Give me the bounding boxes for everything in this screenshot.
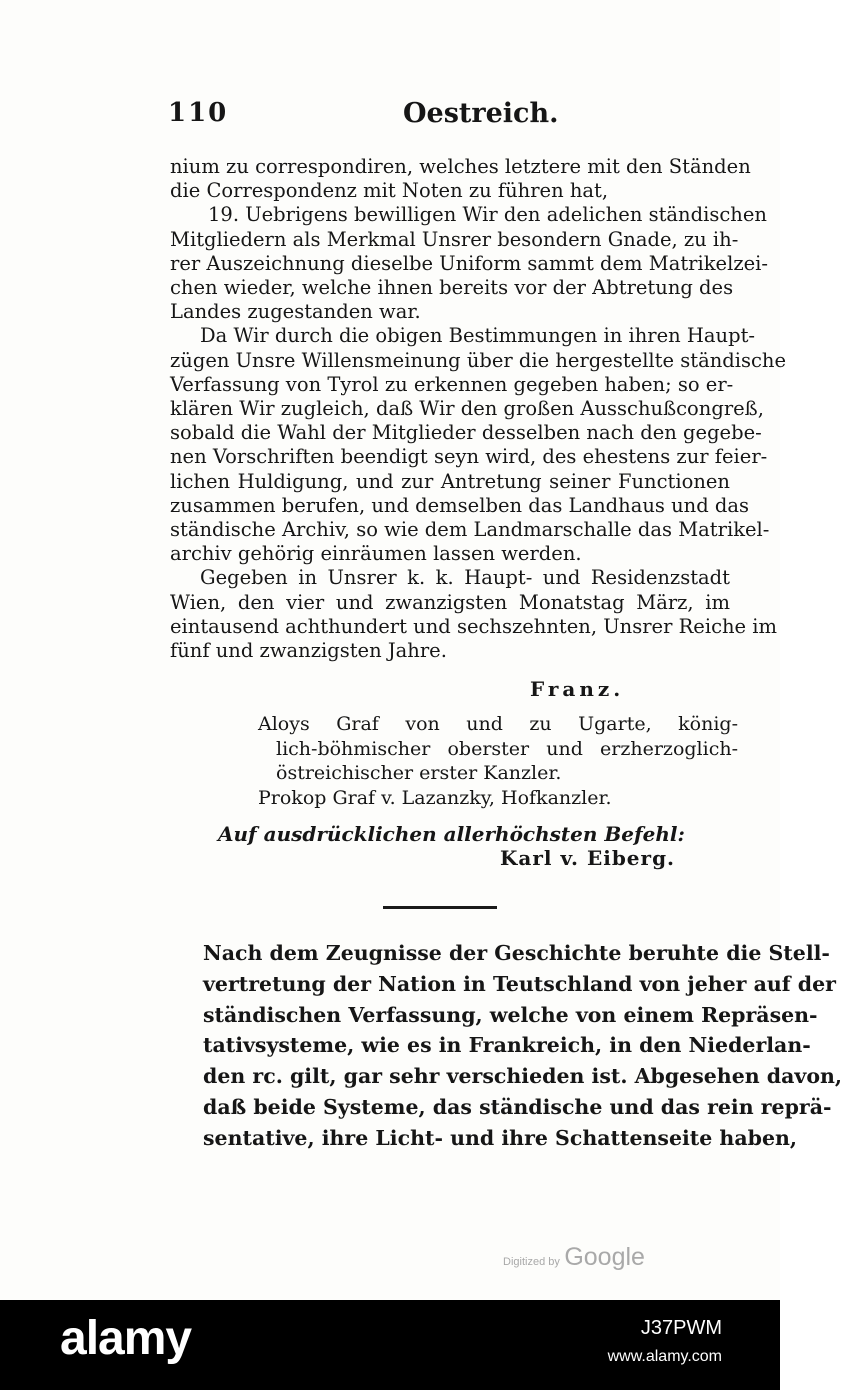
text-line: 19. Uebrigens bewilligen Wir den adelichen ständischen	[208, 203, 767, 227]
alamy-logo[interactable]: alamy	[60, 1312, 192, 1365]
signatory-line: östreichischer erster Kanzler.	[276, 762, 562, 784]
command-line: Auf ausdrücklichen allerhöchsten Befehl:	[218, 822, 685, 846]
text-line: Verfassung von Tyrol zu erkennen gegeben haben; so er-	[170, 372, 734, 396]
section-divider	[383, 906, 497, 909]
text-line: zusammen berufen, und demselben das Landhaus und das	[170, 493, 750, 517]
image-id: J37PWM	[640, 1317, 722, 1339]
text-line: Gegeben in Unsrer k. k. Haupt- und Residenzstadt	[200, 566, 730, 590]
text-line: Wien, den vier und zwanzigsten Monatstag März, im	[170, 590, 730, 614]
text-line: sobald die Wahl der Mitglieder desselben nach den gegebe-	[170, 421, 762, 445]
text-line: den rc. gilt, gar sehr verschieden ist. Abgesehen davon,	[203, 1064, 842, 1089]
page-number: 110	[168, 98, 229, 128]
text-line: daß beide Systeme, das ständische und das rein reprä-	[203, 1094, 832, 1119]
page-header	[168, 98, 728, 138]
watermark-prefix: Digitized by	[503, 1256, 560, 1268]
alamy-url-link[interactable]: www.alamy.com	[607, 1348, 722, 1365]
text-line: archiv gehörig einräumen lassen werden.	[170, 542, 582, 566]
google-watermark	[503, 1243, 645, 1272]
text-line: lichen Huldigung, und zur Antretung seiner Functionen	[170, 469, 730, 493]
running-head: Oestreich.	[403, 98, 559, 129]
text-line: Da Wir durch die obigen Bestimmungen in ihren Haupt-	[200, 324, 755, 348]
main-text	[170, 155, 787, 663]
text-line: nen Vorschriften beendigt seyn wird, des ehestens zur feier-	[170, 445, 768, 469]
signatory-line: Aloys Graf von und zu Ugarte, könig-	[258, 713, 738, 735]
text-line: die Correspondenz mit Noten zu führen hat,	[170, 179, 609, 203]
text-line: sentative, ihre Licht- und ihre Schattenseite haben,	[203, 1125, 798, 1150]
text-line: fünf und zwanzigsten Jahre.	[170, 639, 447, 663]
text-line: nium zu correspondiren, welches letztere mit den Ständen	[170, 155, 751, 178]
google-logo: Google	[564, 1243, 645, 1271]
signatories-block	[258, 712, 738, 810]
signature-franz: Franz.	[530, 677, 625, 701]
text-line: Landes zugestanden war.	[170, 300, 421, 324]
text-line: tativsysteme, wie es in Frankreich, in den Niederlan-	[203, 1033, 811, 1058]
text-line: ständischen Verfassung, welche von einem Repräsen-	[203, 1002, 818, 1027]
text-line: Nach dem Zeugnisse der Geschichte beruhte die Stell-	[203, 941, 830, 965]
text-line: Mitgliedern als Merkmal Unsrer besondern Gnade, zu ih-	[170, 227, 739, 251]
text-line: ständische Archiv, so wie dem Landmarschalle das Matrikel-	[170, 518, 770, 542]
second-paragraph	[203, 938, 842, 1154]
text-line: zügen Unsre Willensmeinung über die hergestellte ständische	[170, 348, 787, 372]
text-line: klären Wir zugleich, daß Wir den großen Ausschußcongreß,	[170, 397, 764, 421]
text-line: chen wieder, welche ihnen bereits vor der Abtretung des	[170, 276, 734, 300]
countersignature: Karl v. Eiberg.	[500, 846, 676, 870]
text-line: eintausend achthundert und sechszehnten, Unsrer Reiche im	[170, 614, 778, 638]
text-line: vertretung der Nation in Teutschland von jeher auf der	[203, 971, 836, 996]
signatory-line: lich-böhmischer oberster und erzherzoglich-	[276, 737, 738, 760]
signatory-line: Prokop Graf v. Lazanzky, Hofkanzler.	[258, 786, 612, 809]
text-line: rer Auszeichnung dieselbe Uniform sammt dem Matrikelzei-	[170, 251, 768, 275]
